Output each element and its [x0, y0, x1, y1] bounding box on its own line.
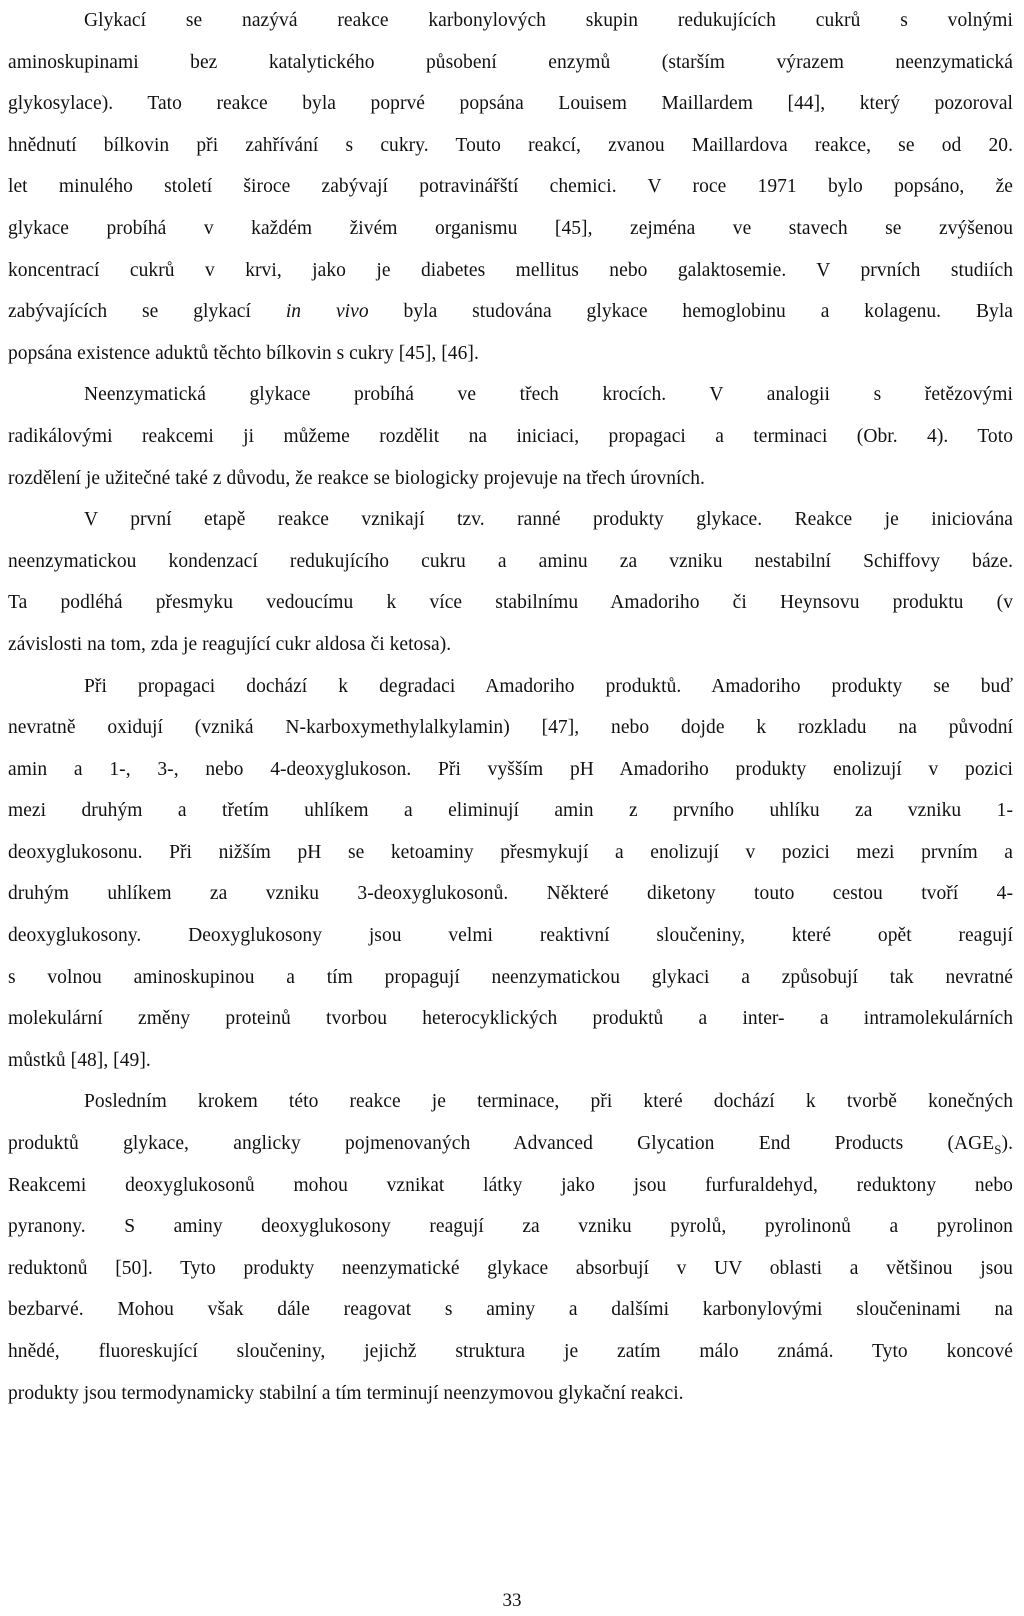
text-line: bezbarvé. Mohou však dále reagovat s aminy a dalšími karbonylovými sloučeninami na — [8, 1299, 1013, 1321]
text-line: let minulého století široce zabývají potravinářští chemici. V roce 1971 bylo popsáno, že — [8, 176, 1013, 198]
text-line: Posledním krokem této reakce je terminace, při které dochází k tvorbě konečných — [84, 1091, 1013, 1113]
italic-term-in-vivo: in vivo — [285, 301, 369, 323]
paragraph-termination — [8, 1081, 1013, 1414]
text-line: pyranony. S aminy deoxyglukosony reagují za vzniku pyrolů, pyrolinonů a pyrolinon — [8, 1216, 1013, 1238]
text-run: zabývajících se glykací — [8, 301, 286, 323]
text-line: můstků [48], [49]. — [8, 1049, 151, 1071]
text-line: amin a 1-, 3-, nebo 4-deoxyglukoson. Při vyšším pH Amadoriho produkty enolizují v pozici — [8, 758, 1013, 780]
text-line: druhým uhlíkem za vzniku 3-deoxyglukosonů. Některé diketony touto cestou tvoří 4- — [8, 883, 1013, 905]
text-line: s volnou aminoskupinou a tím propagují neenzymatickou glykaci a způsobují tak nevratné — [8, 966, 1013, 988]
text-line: hnědnutí bílkovin při zahřívání s cukry. Touto reakcí, zvanou Maillardova reakce, se od 20. — [8, 134, 1013, 156]
text-line: deoxyglukosonu. Při nižším pH se ketoaminy přesmykují a enolizují v pozici mezi prvním a — [8, 841, 1013, 863]
text-run: produktů glykace, anglicky pojmenovaných Advanced Glycation End Products (AGE — [8, 1133, 995, 1155]
text-run: ). — [1001, 1133, 1013, 1155]
text-line: molekulární změny proteinů tvorbou heterocyklických produktů a inter- a intramolekulárních — [8, 1008, 1013, 1030]
text-line: glykace probíhá v každém živém organismu [45], zejména ve stavech se zvýšenou — [8, 217, 1013, 239]
text-line: deoxyglukosony. Deoxyglukosony jsou velmi reaktivní sloučeniny, které opět reagují — [8, 925, 1013, 947]
text-line: koncentrací cukrů v krvi, jako je diabetes mellitus nebo galaktosemie. V prvních studiích — [8, 259, 1013, 281]
text-line: Neenzymatická glykace probíhá ve třech krocích. V analogii s řetězovými — [84, 384, 1013, 406]
text-run: byla studována glykace hemoglobinu a kolagenu. Byla — [368, 301, 1013, 323]
text-line: V první etapě reakce vznikají tzv. ranné produkty glykace. Reakce je iniciována — [84, 509, 1013, 531]
text-line — [8, 1123, 1013, 1165]
subscript-s: S — [994, 1141, 1002, 1157]
text-line: glykosylace). Tato reakce byla poprvé popsána Louisem Maillardem [44], který pozoroval — [8, 93, 1013, 115]
text-line: popsána existence aduktů těchto bílkovin s cukry [45], [46]. — [8, 342, 479, 364]
text-line — [8, 291, 1013, 333]
text-line: neenzymatickou kondenzací redukujícího cukru a aminu za vzniku nestabilní Schiffovy báze. — [8, 550, 1013, 572]
document-page — [8, 0, 1013, 1414]
text-line: Při propagaci dochází k degradaci Amadoriho produktů. Amadoriho produkty se buď — [84, 675, 1013, 697]
text-line: radikálovými reakcemi ji můžeme rozdělit na iniciaci, propagaci a terminaci (Obr. 4). Toto — [8, 425, 1013, 447]
page-number: 33 — [502, 1590, 522, 1611]
text-line: mezi druhým a třetím uhlíkem a eliminují amin z prvního uhlíku za vzniku 1- — [8, 800, 1013, 822]
text-line: rozdělení je užitečné také z důvodu, že reakce se biologicky projevuje na třech úrovních. — [8, 467, 705, 489]
text-line: produkty jsou termodynamicky stabilní a tím terminují neenzymovou glykační reakci. — [8, 1382, 684, 1404]
text-line: hnědé, fluoreskující sloučeniny, jejichž struktura je zatím málo známá. Tyto koncové — [8, 1341, 1013, 1362]
text-line: Glykací se nazývá reakce karbonylových skupin redukujících cukrů s volnými — [84, 10, 1013, 31]
text-line: závislosti na tom, zda je reagující cukr aldosa či ketosa). — [8, 633, 452, 655]
text-line: aminoskupinami bez katalytického působení enzymů (starším výrazem neenzymatická — [8, 51, 1013, 73]
text-line: nevratně oxidují (vzniká N-karboxymethylalkylamin) [47], nebo dojde k rozkladu na původní — [8, 717, 1013, 739]
text-line: Ta podléhá přesmyku vedoucímu k více stabilnímu Amadoriho či Heynsovu produktu (v — [8, 592, 1013, 614]
paragraph-initiation — [8, 499, 1013, 665]
paragraph-three-steps — [8, 374, 1013, 499]
text-line: Reakcemi deoxyglukosonů mohou vznikat látky jako jsou furfuraldehyd, reduktony nebo — [8, 1174, 1013, 1196]
paragraph-glycation-intro — [8, 0, 1013, 374]
text-line: reduktonů [50]. Tyto produkty neenzymatické glykace absorbují v UV oblasti a většinou jsou — [8, 1257, 1013, 1279]
paragraph-propagation — [8, 666, 1013, 1082]
